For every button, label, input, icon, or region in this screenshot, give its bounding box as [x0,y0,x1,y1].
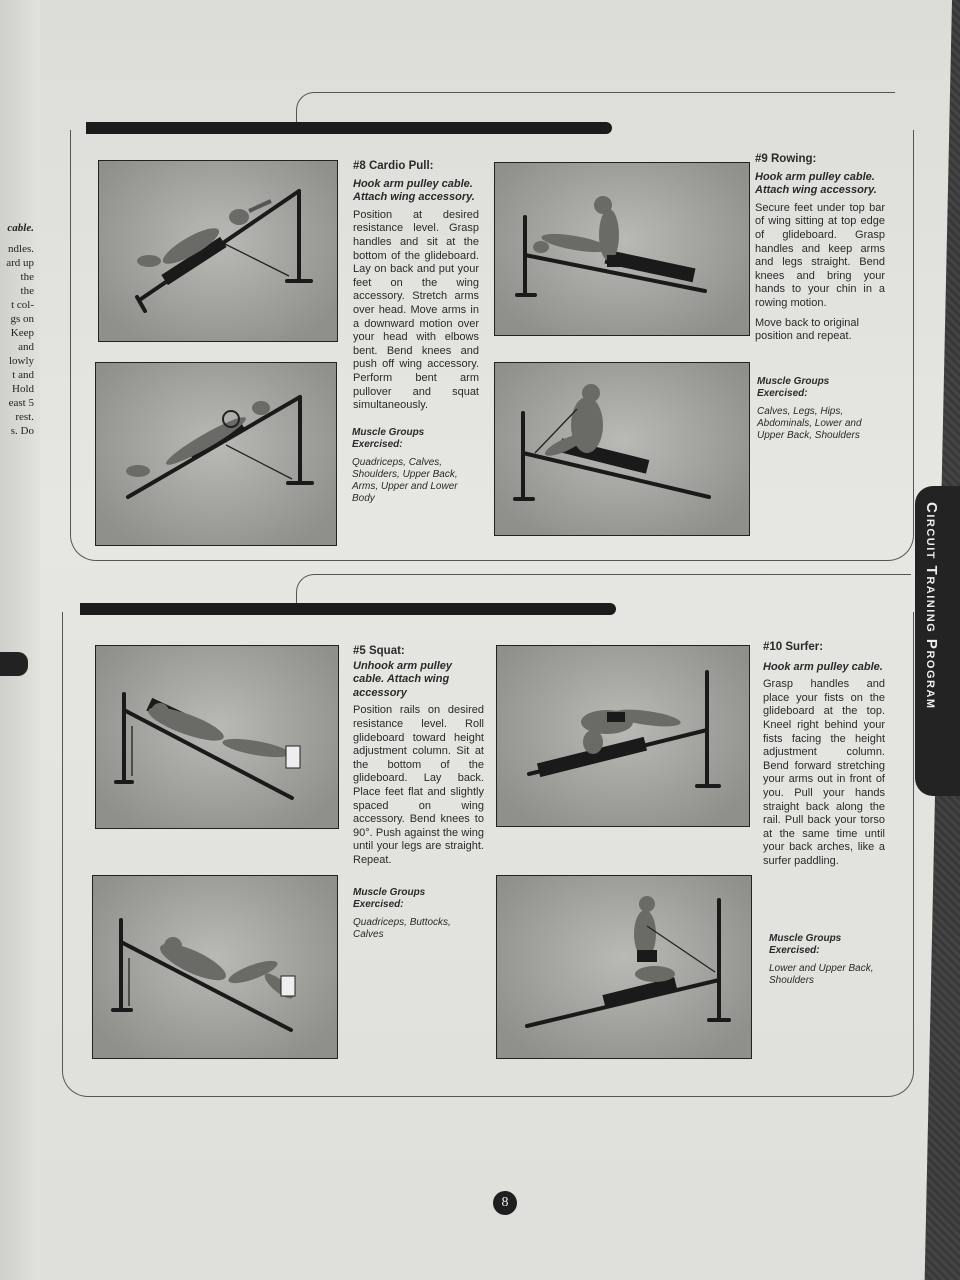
muscle-groups-heading: Muscle Groups Exercised: [352,427,425,450]
left-fragment: and [18,341,34,353]
photo-squat-start [95,645,339,829]
exercise-rowing [755,153,885,344]
exercise-title: #8 Cardio Pull: [353,160,434,172]
exercise-setup: Hook arm pulley cable. [763,660,883,673]
left-fragment: the [20,285,34,297]
chapter-side-tab [915,486,960,796]
exercise-instructions: Grasp handles and place your fists on the glideboard at the top. Kneel right behind your fists facing the height adjustment column. Bend forward stretching your arms out in front of you. Pull your hands straight back along the rail. Pull back your torso at the same time until your back arches, like a surfer paddling. [763,678,885,867]
left-fragment: ard up [6,257,34,269]
photo-rowing-finish [494,362,750,536]
left-fragment: t and [12,369,34,381]
photo-cardio-pull-start [98,160,338,342]
exercise-title: #10 Surfer: [763,641,824,653]
exercise-instructions-extra: Move back to original position and repeat. [755,316,859,343]
muscle-groups-heading: Muscle Groups Exercised: [769,933,842,956]
muscle-groups-list: Calves, Legs, Hips, Abdominals, Lower and Upper Back, Shoulders [757,406,862,441]
section-header-bar [86,122,612,134]
muscle-groups-list: Quadriceps, Calves, Shoulders, Upper Back, Arms, Upper and Lower Body [352,457,458,504]
muscle-groups-list: Lower and Upper Back, Shoulders [769,963,874,986]
page-number: 8 [493,1191,517,1215]
photo-surfer-start [496,645,750,827]
left-fragment: gs on [10,313,34,325]
left-fragment: the [20,271,34,283]
exercise-setup: Hook arm pulley cable. Attach wing accessory. [755,170,877,197]
muscle-groups-rowing [757,376,877,442]
exercise-squat [353,645,484,868]
photo-surfer-finish [496,875,752,1059]
section-header-bar [80,603,616,615]
left-fragment: east 5 [8,397,34,409]
exercise-instructions: Position rails on desired resistance level. Roll glideboard toward height adjustment column. Sit at the bottom of the glideboard. Lay back. Place feet flat and slightly spaced on wing accessory. Bend knees to 90°. Push against the wing until your legs are straight. Repeat. [353,704,484,866]
muscle-groups-squat [353,887,473,941]
photo-rowing-start [494,162,750,336]
exercise-surfer [763,641,885,869]
left-page-tab [0,652,28,676]
photo-cardio-pull-finish [95,362,337,546]
muscle-groups-heading: Muscle Groups Exercised: [353,887,426,910]
muscle-groups-list: Quadriceps, Buttocks, Calves [353,917,451,940]
exercise-instructions: Secure feet under top bar of wing sitting at top edge of glideboard. Grasp handles and keep arms and legs straight. Bend knees and bring your hands to your chin in a rowing motion. [755,201,885,309]
left-fragment: ndles. [8,243,34,255]
section-tab-outline [296,92,895,123]
left-fragment: Keep [10,327,34,339]
exercise-title: #9 Rowing: [755,153,817,165]
left-fragment: cable. [7,222,34,234]
left-fragment: Hold [12,383,34,395]
exercise-setup: Unhook arm pulley cable. Attach wing accessory [353,659,453,699]
left-fragment: s. Do [10,425,34,437]
photo-squat-finish [92,875,338,1059]
left-fragment: t col- [11,299,34,311]
exercise-instructions: Position at desired resistance level. Grasp handles and sit at the bottom of the glideboard. Lay on back and put your feet on the wing accessory. Stretch arms over head. Move arms in a downward motion over your head with elbows bent. Bend knees and push off wing accessory. Perform bent arm pullover and squat simultaneously. [353,208,479,412]
exercise-setup: Hook arm pulley cable. Attach wing accessory. [353,177,475,204]
exercise-title: #5 Squat: [353,645,405,657]
left-fragment: lowly [8,355,34,367]
muscle-groups-surfer [769,933,879,987]
section-tab-outline [296,574,911,605]
muscle-groups-heading: Muscle Groups Exercised: [757,376,830,399]
left-fragment: rest. [15,411,34,423]
exercise-cardio-pull [353,160,479,413]
muscle-groups-cardio-pull [352,427,472,505]
chapter-side-tab-label: Circuit Training Program [923,502,940,710]
